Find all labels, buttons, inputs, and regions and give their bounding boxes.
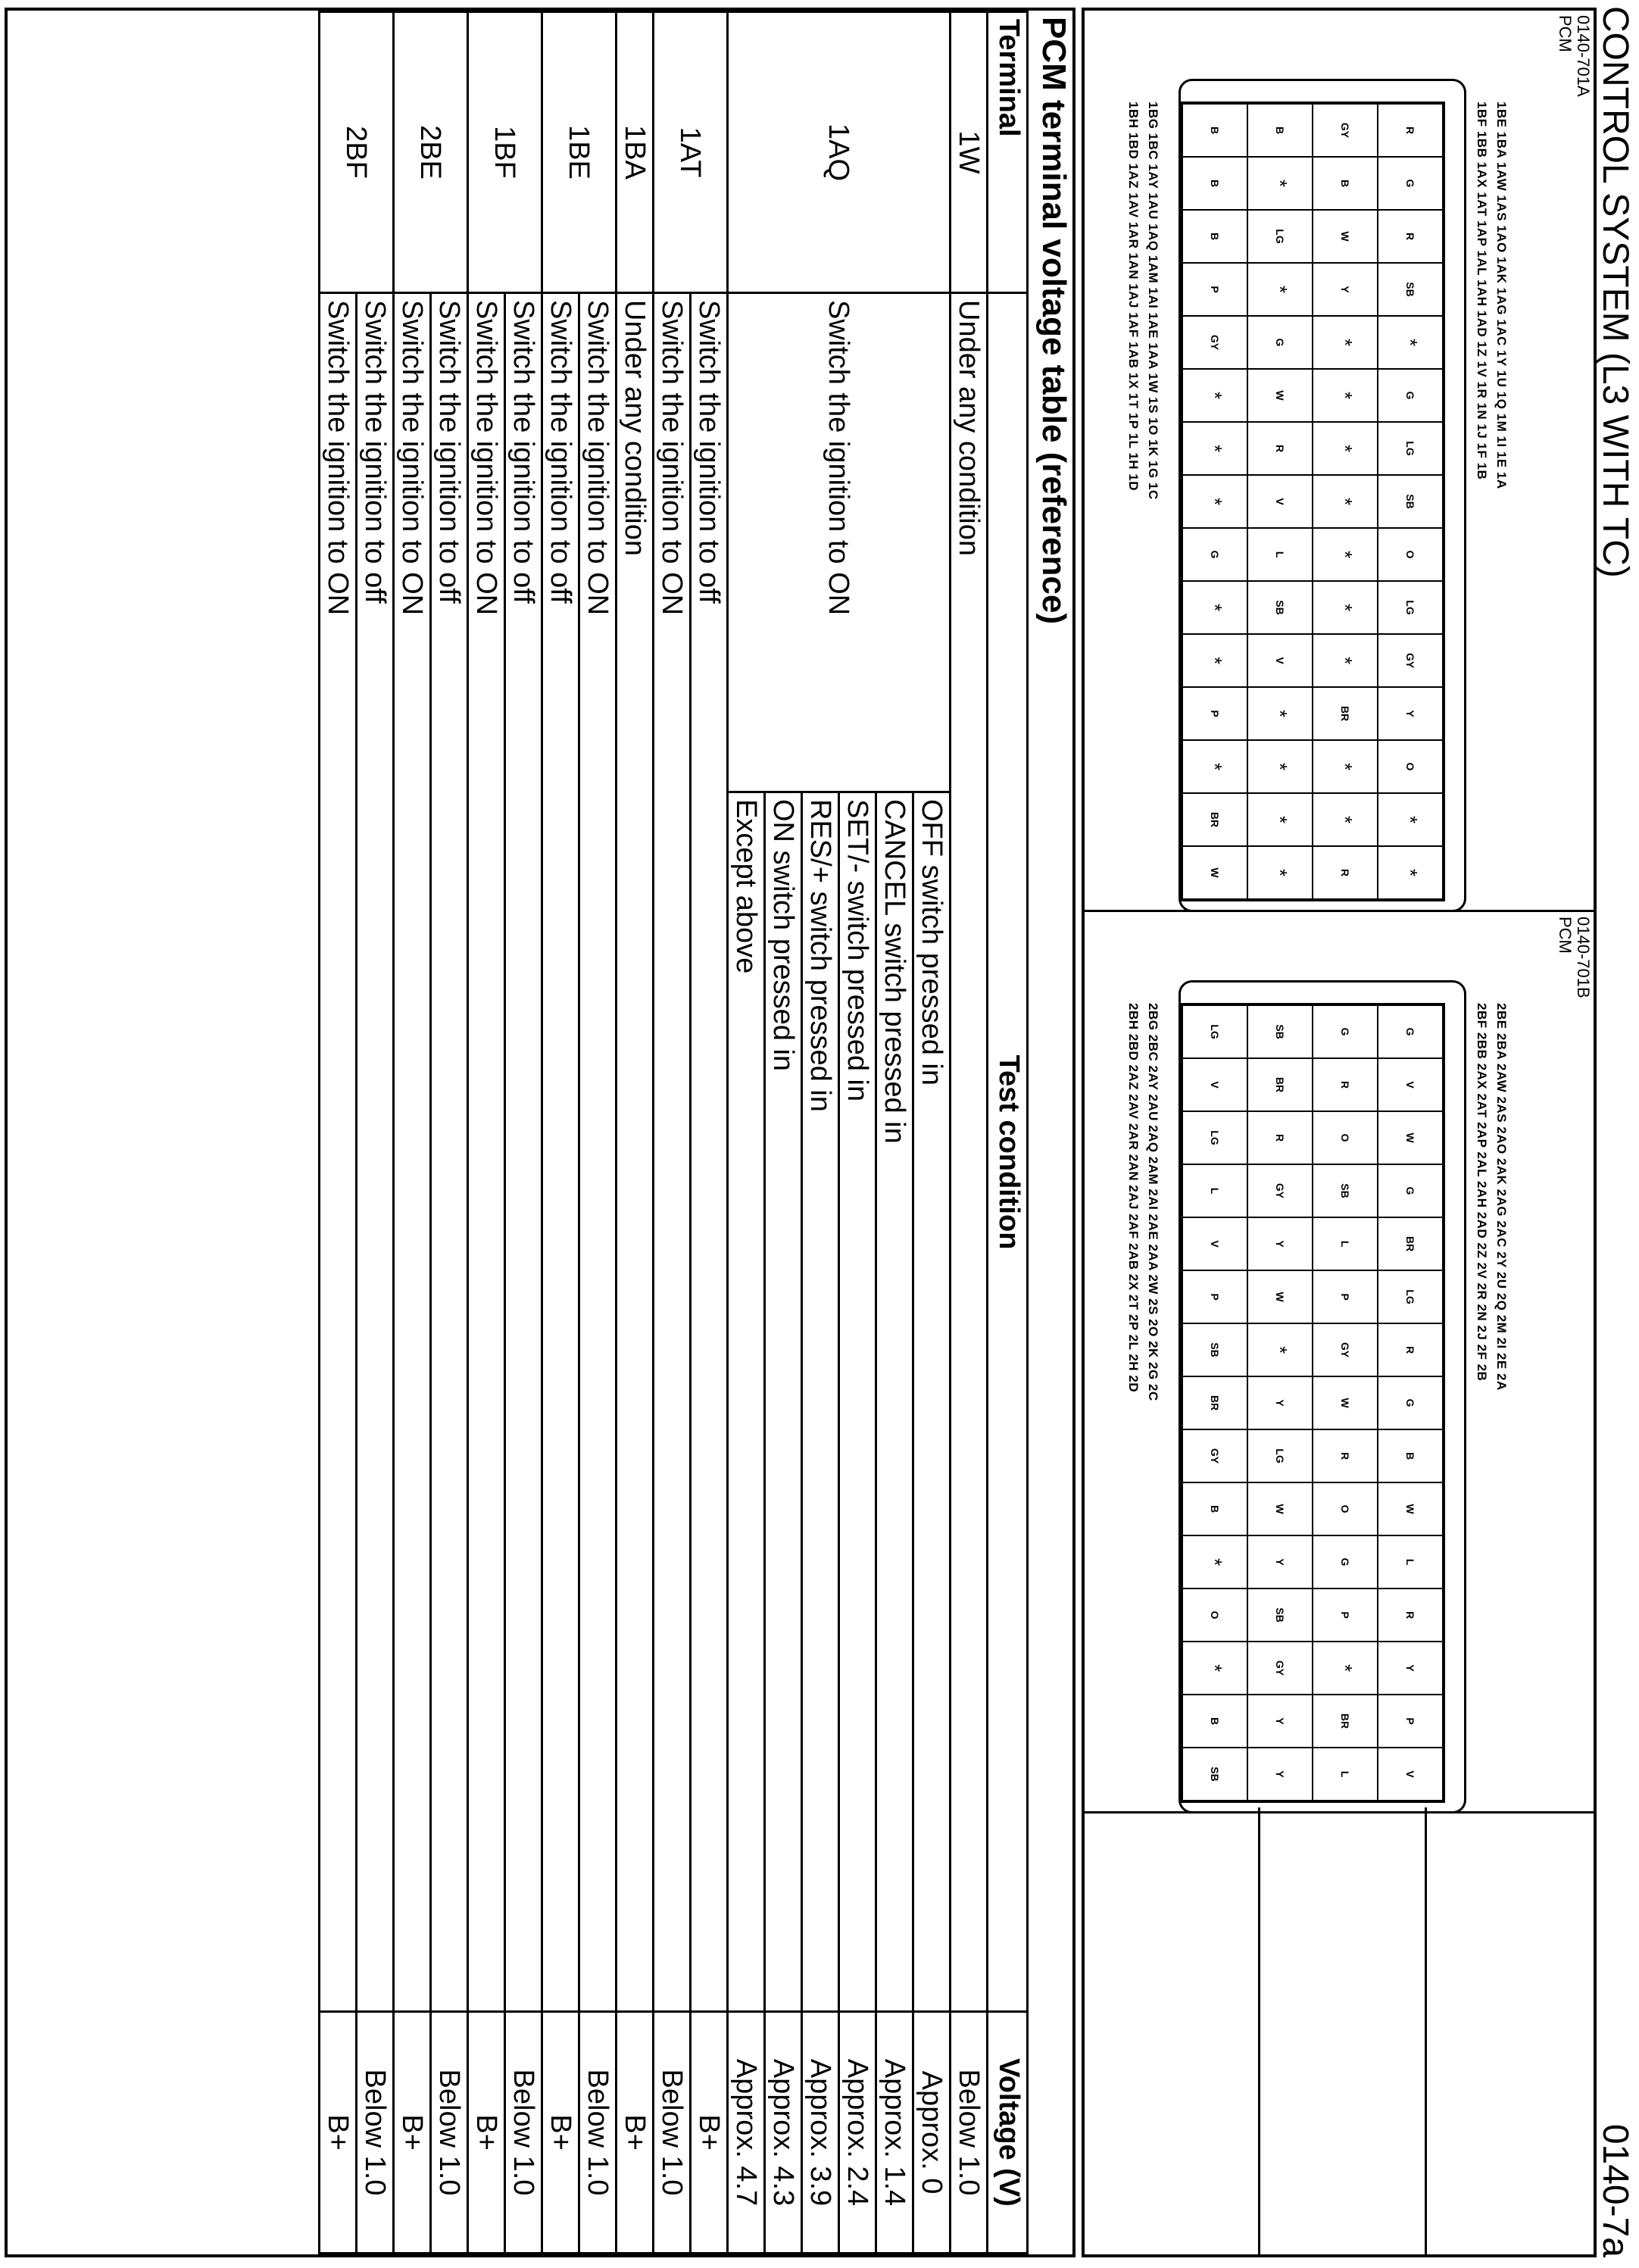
connector_b-pin-cell: BR bbox=[1182, 1376, 1247, 1429]
connector_b-pin-cell: G bbox=[1378, 1164, 1443, 1217]
terminal-cell: 1AT bbox=[654, 12, 728, 293]
connector_b-pin-cell: O bbox=[1182, 1589, 1247, 1642]
connector_a-pin-cell: LG bbox=[1378, 581, 1443, 634]
condition-cell: Switch the ignition to off bbox=[431, 293, 468, 2012]
voltage-cell: Approx. 4.3 bbox=[765, 2012, 802, 2254]
connector_b-pin-cell: B bbox=[1378, 1429, 1443, 1482]
connector_a-pin-cell: R bbox=[1378, 104, 1443, 157]
voltage-cell: Approx. 4.7 bbox=[728, 2012, 765, 2254]
connector_b-pin-cell: P bbox=[1182, 1270, 1247, 1323]
voltage-table-panel bbox=[5, 8, 1075, 2257]
connector_b-pin-cell: V bbox=[1182, 1058, 1247, 1111]
connector_a-pin-cell: Y bbox=[1313, 263, 1378, 316]
connector-b-pinrow-4: 2BH 2BD 2AZ 2AV 2AR 2AN 2AJ 2AF 2AB 2X 2T 2P 2L 2H 2D bbox=[1126, 1003, 1141, 1393]
terminal-cell: 2BE bbox=[394, 12, 468, 293]
header-terminal: Terminal bbox=[988, 12, 1028, 293]
condition-cell: Switch the ignition to ON bbox=[579, 293, 617, 2012]
connector_a-pin-cell: * bbox=[1313, 634, 1378, 687]
connector_b-pin-cell: Y bbox=[1247, 1535, 1313, 1589]
connector_b-pin-cell: Y bbox=[1378, 1642, 1443, 1695]
table-row bbox=[579, 12, 617, 2254]
connector_b-pin-cell: LG bbox=[1182, 1111, 1247, 1164]
voltage-cell: Approx. 1.4 bbox=[876, 2012, 913, 2254]
connector_b-pin-cell: * bbox=[1247, 1323, 1313, 1376]
terminal-cell: 1BA bbox=[617, 12, 654, 293]
connector_a-pin-cell: * bbox=[1313, 369, 1378, 422]
connector_b-pin-cell: O bbox=[1313, 1111, 1378, 1164]
voltage-cell: Below 1.0 bbox=[431, 2012, 468, 2254]
connector_a-pin-cell: * bbox=[1182, 634, 1247, 687]
connector_a-pin-cell: B bbox=[1182, 210, 1247, 263]
voltage-cell: Below 1.0 bbox=[505, 2012, 542, 2254]
connector_a-pin-cell: R bbox=[1313, 846, 1378, 899]
condition-cell: Switch the ignition to off bbox=[691, 293, 728, 2012]
table-row bbox=[468, 12, 505, 2254]
connector_a-pin-cell: V bbox=[1247, 475, 1313, 528]
connector-a-name: PCM bbox=[1556, 15, 1575, 52]
connector_b-pin-cell: * bbox=[1182, 1535, 1247, 1589]
connector_b-pin-cell: SB bbox=[1182, 1748, 1247, 1801]
connector_b-pin-cell: G bbox=[1378, 1376, 1443, 1429]
voltage-table bbox=[318, 11, 1029, 2254]
condition-cell: Under any condition bbox=[617, 293, 654, 2012]
connector_a-pin-cell: W bbox=[1247, 369, 1313, 422]
connector_b-pin-cell: W bbox=[1247, 1270, 1313, 1323]
connector_b-pin-cell: LG bbox=[1182, 1005, 1247, 1058]
connector-b-label bbox=[1556, 917, 1592, 998]
connector-a-cell bbox=[1085, 11, 1594, 912]
connector-a-code: 0140-701A bbox=[1574, 15, 1593, 97]
connector_a-pin-cell: GY bbox=[1313, 104, 1378, 157]
connector_a-pin-cell: G bbox=[1247, 316, 1313, 369]
voltage-cell: Below 1.0 bbox=[654, 2012, 691, 2254]
connector_a-pin-cell: SB bbox=[1378, 475, 1443, 528]
connector_a-pin-cell: GY bbox=[1182, 316, 1247, 369]
connector-b-pinrow-2: 2BF 2BB 2AX 2AT 2AP 2AL 2AH 2AD 2Z 2V 2R 2N 2J 2F 2B bbox=[1475, 1003, 1489, 1382]
connector_a-pin-cell: * bbox=[1313, 793, 1378, 846]
terminal-cell: 1BF bbox=[468, 12, 542, 293]
connector_a-pin-cell: * bbox=[1247, 793, 1313, 846]
connector_a-pin-cell: GY bbox=[1378, 634, 1443, 687]
connector_a-pin-cell: SB bbox=[1247, 581, 1313, 634]
table-row bbox=[691, 12, 728, 2254]
connector_a-pin-cell: * bbox=[1313, 475, 1378, 528]
connector_a-pin-cell: W bbox=[1182, 846, 1247, 899]
connector-b-pinrow-3: 2BG 2BC 2AY 2AU 2AQ 2AM 2AI 2AE 2AA 2W 2S 2O 2K 2G 2C bbox=[1146, 1003, 1160, 1401]
connector_b-pin-cell: P bbox=[1378, 1695, 1443, 1748]
connector_b-pin-cell: V bbox=[1182, 1217, 1247, 1270]
connector-a-pinrow-4: 1BH 1BD 1AZ 1AV 1AR 1AN 1AJ 1AF 1AB 1X 1T 1P 1L 1H 1D bbox=[1126, 102, 1141, 492]
terminal-cell: 1W bbox=[951, 12, 988, 293]
connector_a-pin-cell: L bbox=[1247, 528, 1313, 581]
connector_b-pin-cell: L bbox=[1378, 1535, 1443, 1589]
blank-divider-2 bbox=[1258, 1807, 1260, 2254]
connector_a-pin-cell: * bbox=[1378, 793, 1443, 846]
voltage-cell: B+ bbox=[617, 2012, 654, 2254]
condition-cell: Switch the ignition to off bbox=[542, 293, 579, 2012]
table-row bbox=[505, 12, 542, 2254]
connector_b-pin-cell: BR bbox=[1378, 1217, 1443, 1270]
condition-sub-cell: OFF switch pressed in bbox=[913, 792, 951, 2012]
connector_a-pin-cell: LG bbox=[1378, 422, 1443, 475]
condition-sub-cell: CANCEL switch pressed in bbox=[876, 792, 913, 2012]
connector_a-pin-cell: * bbox=[1313, 422, 1378, 475]
connector_b-pin-cell: R bbox=[1378, 1323, 1443, 1376]
condition-sub-cell: RES/+ switch pressed in bbox=[802, 792, 839, 2012]
voltage-cell: B+ bbox=[394, 2012, 431, 2254]
connector_b-pin-cell: * bbox=[1182, 1642, 1247, 1695]
connector_b-pin-cell: R bbox=[1313, 1058, 1378, 1111]
connector_b-pin-cell: P bbox=[1313, 1589, 1378, 1642]
connector_b-pin-cell: GY bbox=[1313, 1323, 1378, 1376]
connector-b-code: 0140-701B bbox=[1574, 917, 1593, 998]
condition-cell: Under any condition bbox=[951, 293, 988, 2012]
connector-a-label bbox=[1556, 15, 1592, 97]
connector_b-pin-cell: L bbox=[1313, 1748, 1378, 1801]
connector_b-pin-cell: P bbox=[1313, 1270, 1378, 1323]
connector_a-pin-cell: Y bbox=[1378, 687, 1443, 740]
connector_b-pin-cell: G bbox=[1378, 1005, 1443, 1058]
connector_b-pin-cell: Y bbox=[1247, 1695, 1313, 1748]
connector_a-pin-cell: BR bbox=[1182, 793, 1247, 846]
connector_b-pin-cell: W bbox=[1313, 1376, 1378, 1429]
connector_b-pin-cell: W bbox=[1378, 1111, 1443, 1164]
connector_a-pin-cell: * bbox=[1182, 581, 1247, 634]
connector_a-pin-cell: * bbox=[1247, 157, 1313, 210]
connector_a-pin-cell: * bbox=[1247, 263, 1313, 316]
connector_a-pin-cell: B bbox=[1247, 104, 1313, 157]
table-row bbox=[394, 12, 431, 2254]
table-row bbox=[951, 12, 988, 2254]
connector_a-pin-cell: * bbox=[1247, 687, 1313, 740]
connector_b-pin-cell: LG bbox=[1378, 1270, 1443, 1323]
connector_a-pin-cell: B bbox=[1182, 157, 1247, 210]
table-row bbox=[542, 12, 579, 2254]
connector-b-grid bbox=[1180, 1003, 1445, 1803]
connector_b-pin-cell: L bbox=[1313, 1217, 1378, 1270]
condition-cell: Switch the ignition to ON bbox=[468, 293, 505, 2012]
connector_a-pin-cell: V bbox=[1247, 634, 1313, 687]
connector_a-pin-cell: LG bbox=[1247, 210, 1313, 263]
voltage-cell: B+ bbox=[542, 2012, 579, 2254]
terminal-cell: 1BE bbox=[542, 12, 617, 293]
header-voltage: Voltage (V) bbox=[988, 2012, 1028, 2254]
condition-cell: Switch the ignition to off bbox=[357, 293, 394, 2012]
connector_b-pin-cell: BR bbox=[1313, 1695, 1378, 1748]
condition-sub-cell: SET/- switch pressed in bbox=[839, 792, 876, 2012]
voltage-cell: Below 1.0 bbox=[357, 2012, 394, 2254]
connector_a-pin-cell: * bbox=[1313, 316, 1378, 369]
connector_a-pin-cell: * bbox=[1182, 422, 1247, 475]
connector_a-pin-cell: * bbox=[1182, 369, 1247, 422]
connector_b-pin-cell: GY bbox=[1247, 1164, 1313, 1217]
table-row bbox=[320, 12, 357, 2254]
connector_b-pin-cell: W bbox=[1378, 1482, 1443, 1535]
connector_a-pin-cell: * bbox=[1378, 316, 1443, 369]
connector_b-pin-cell: Y bbox=[1247, 1376, 1313, 1429]
table-title: PCM terminal voltage table (reference) bbox=[1035, 17, 1072, 625]
connector_b-pin-cell: W bbox=[1247, 1482, 1313, 1535]
connector_b-pin-cell: G bbox=[1313, 1005, 1378, 1058]
connector_b-pin-cell: G bbox=[1313, 1535, 1378, 1589]
connector-b-pinrow-1: 2BE 2BA 2AW 2AS 2AO 2AK 2AG 2AC 2Y 2U 2Q 2M 2I 2E 2A bbox=[1494, 1003, 1509, 1391]
connector-a-pinrow-1: 1BE 1BA 1AW 1AS 1AO 1AK 1AG 1AC 1Y 1U 1Q 1M 1I 1E 1A bbox=[1494, 102, 1509, 489]
voltage-cell: B+ bbox=[320, 2012, 357, 2254]
connector_b-pin-cell: V bbox=[1378, 1058, 1443, 1111]
connector_a-pin-cell: BR bbox=[1313, 687, 1378, 740]
voltage-cell: B+ bbox=[691, 2012, 728, 2254]
connector-a-grid bbox=[1180, 102, 1445, 901]
blank-divider-1 bbox=[1425, 1807, 1427, 2254]
voltage-cell: Below 1.0 bbox=[951, 2012, 988, 2254]
connector_a-pin-cell: P bbox=[1182, 687, 1247, 740]
table-row bbox=[357, 12, 394, 2254]
connector_b-pin-cell: O bbox=[1313, 1482, 1378, 1535]
connector_a-pin-cell: O bbox=[1378, 740, 1443, 793]
connector_b-pin-cell: SB bbox=[1247, 1005, 1313, 1058]
connector-a-pinrow-2: 1BF 1BB 1AX 1AT 1AP 1AL 1AH 1AD 1Z 1V 1R 1N 1J 1F 1B bbox=[1475, 102, 1489, 480]
page-code: 0140-7a bbox=[1595, 2123, 1635, 2257]
connector-b-name: PCM bbox=[1556, 917, 1575, 954]
connector_a-pin-cell: G bbox=[1182, 528, 1247, 581]
connector_b-pin-cell: * bbox=[1313, 1642, 1378, 1695]
connector-b-cell bbox=[1085, 912, 1594, 1813]
connector_a-pin-cell: R bbox=[1247, 422, 1313, 475]
connector_a-pin-cell: O bbox=[1378, 528, 1443, 581]
connector_a-pin-cell: * bbox=[1313, 740, 1378, 793]
connector_a-pin-cell: * bbox=[1247, 740, 1313, 793]
connector_b-pin-cell: R bbox=[1247, 1111, 1313, 1164]
condition-cell: Switch the ignition to ON bbox=[394, 293, 431, 2012]
connector_b-pin-cell: BR bbox=[1247, 1058, 1313, 1111]
connector_b-pin-cell: B bbox=[1182, 1695, 1247, 1748]
connector_b-pin-cell: R bbox=[1313, 1429, 1378, 1482]
table-header-row bbox=[988, 12, 1028, 2254]
condition-cell: Switch the ignition to ON bbox=[320, 293, 357, 2012]
table-row bbox=[617, 12, 654, 2254]
condition-main-cell: Switch the ignition to ON bbox=[728, 293, 951, 792]
connector-diagram-panel bbox=[1082, 8, 1597, 2257]
table-row bbox=[913, 12, 951, 2254]
connector_a-pin-cell: SB bbox=[1378, 263, 1443, 316]
voltage-cell: Approx. 2.4 bbox=[839, 2012, 876, 2254]
connector_a-pin-cell: W bbox=[1313, 210, 1378, 263]
voltage-cell: B+ bbox=[468, 2012, 505, 2254]
connector_b-pin-cell: R bbox=[1378, 1589, 1443, 1642]
connector_b-pin-cell: LG bbox=[1247, 1429, 1313, 1482]
connector_a-pin-cell: G bbox=[1378, 157, 1443, 210]
connector_b-pin-cell: GY bbox=[1182, 1429, 1247, 1482]
connector_b-pin-cell: L bbox=[1182, 1164, 1247, 1217]
connector_a-pin-cell: * bbox=[1313, 528, 1378, 581]
connector_a-pin-cell: * bbox=[1247, 846, 1313, 899]
voltage-cell: Approx. 0 bbox=[913, 2012, 951, 2254]
connector_a-pin-cell: B bbox=[1182, 104, 1247, 157]
condition-sub-cell: Except above bbox=[728, 792, 765, 2012]
connector_a-pin-cell: * bbox=[1313, 581, 1378, 634]
connector_b-pin-cell: V bbox=[1378, 1748, 1443, 1801]
blank-note-panel bbox=[1085, 1807, 1594, 2254]
connector_b-pin-cell: SB bbox=[1182, 1323, 1247, 1376]
table-row bbox=[654, 12, 691, 2254]
condition-cell: Switch the ignition to off bbox=[505, 293, 542, 2012]
connector_a-pin-cell: * bbox=[1378, 846, 1443, 899]
table-row bbox=[431, 12, 468, 2254]
connector_a-pin-cell: G bbox=[1378, 369, 1443, 422]
connector_a-pin-cell: B bbox=[1313, 157, 1378, 210]
connector-a-pinrow-3: 1BG 1BC 1AY 1AU 1AQ 1AM 1AI 1AE 1AA 1W 1S 1O 1K 1G 1C bbox=[1146, 102, 1160, 500]
voltage-cell: Approx. 3.9 bbox=[802, 2012, 839, 2254]
connector_b-pin-cell: GY bbox=[1247, 1642, 1313, 1695]
connector_b-pin-cell: SB bbox=[1313, 1164, 1378, 1217]
connector_a-pin-cell: R bbox=[1378, 210, 1443, 263]
connector_a-pin-cell: * bbox=[1182, 475, 1247, 528]
voltage-cell: Below 1.0 bbox=[579, 2012, 617, 2254]
terminal-cell: 1AQ bbox=[728, 12, 951, 293]
connector_a-pin-cell: * bbox=[1182, 740, 1247, 793]
terminal-cell: 2BF bbox=[320, 12, 394, 293]
condition-sub-cell: ON switch pressed in bbox=[765, 792, 802, 2012]
connector_a-pin-cell: P bbox=[1182, 263, 1247, 316]
header-condition: Test condition bbox=[988, 293, 1028, 2012]
page-title: CONTROL SYSTEM (L3 WITH TC) bbox=[1595, 6, 1635, 578]
connector_b-pin-cell: SB bbox=[1247, 1589, 1313, 1642]
connector_b-pin-cell: B bbox=[1182, 1482, 1247, 1535]
connector_b-pin-cell: Y bbox=[1247, 1217, 1313, 1270]
connector_b-pin-cell: Y bbox=[1247, 1748, 1313, 1801]
condition-cell: Switch the ignition to ON bbox=[654, 293, 691, 2012]
